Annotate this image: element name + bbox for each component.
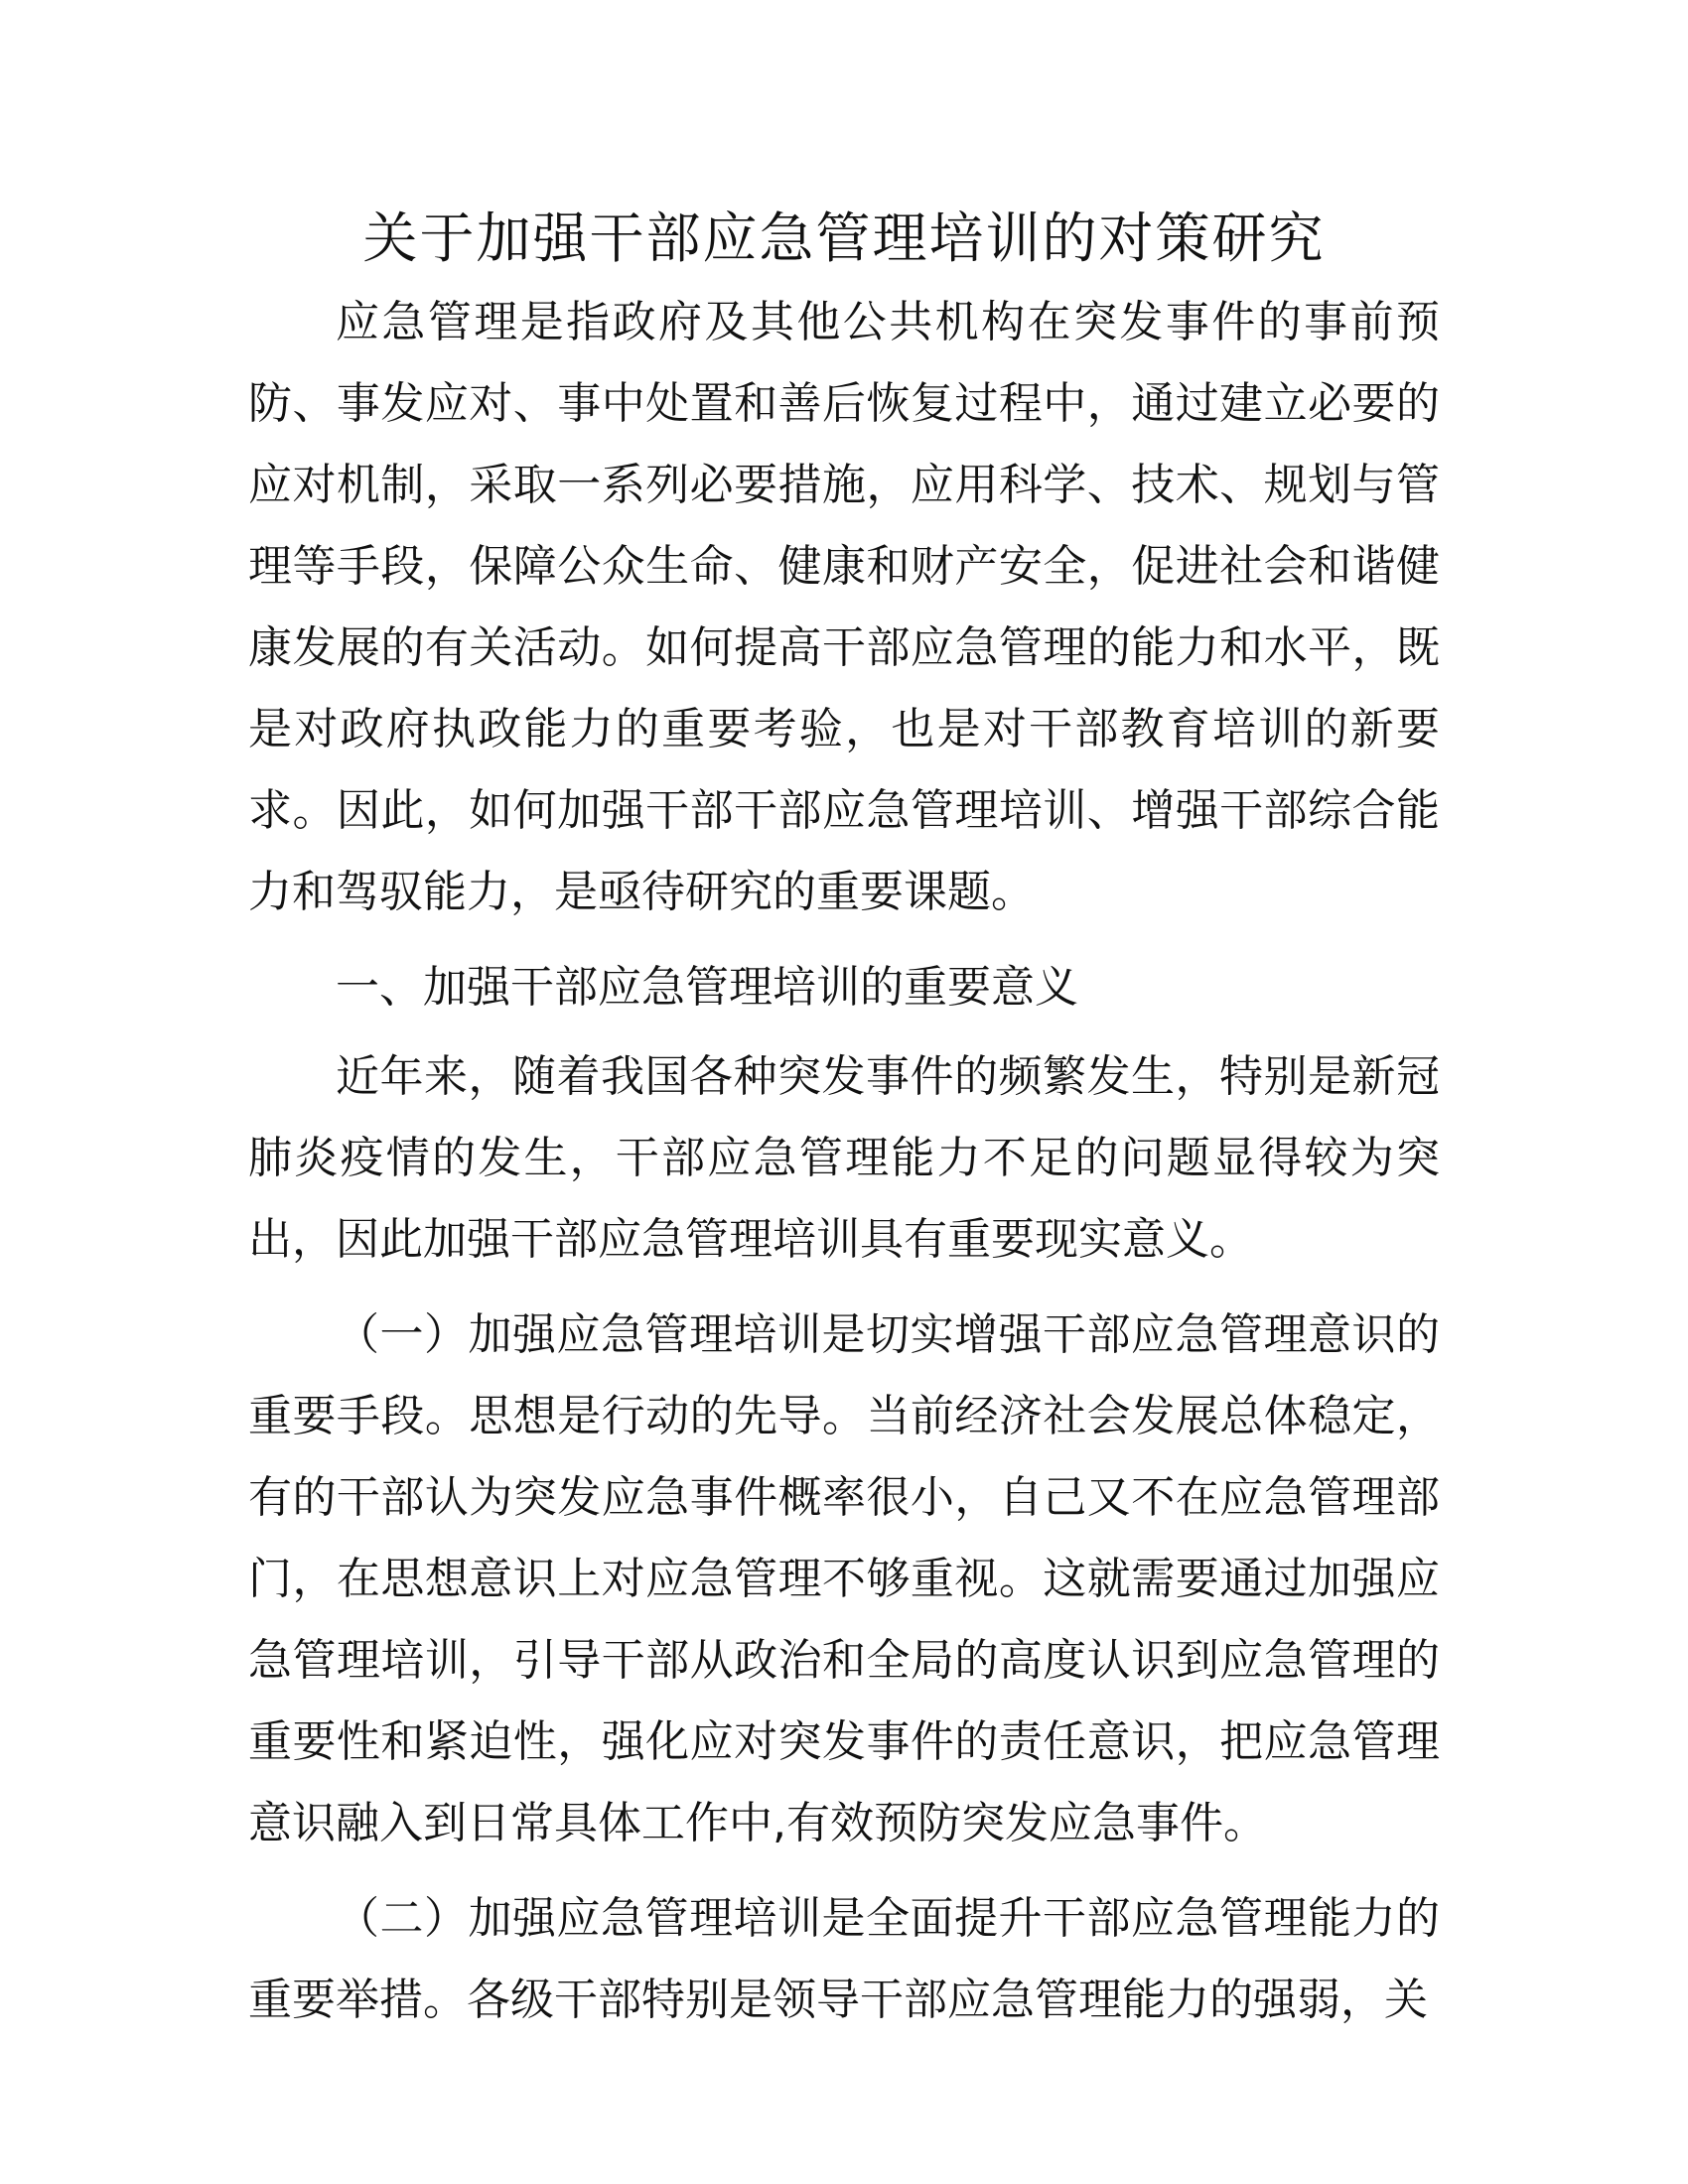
section-heading-1: 一、加强干部应急管理培训的重要意义 xyxy=(336,962,1078,1013)
subsection-1-paragraph: （一）加强应急管理培训是切实增强干部应急管理意识的重要手段。思想是行动的先导。当前经济社会发展总体稳定，有的干部认为突发应急事件概率很小，自己又不在应急管理部门，在思想意识上对应急管理不够重视。这就需要通过加强应急管理培训，引导干部从政治和全局的高度认识到应急管理的重要性和紧迫性，强化应对突发事件的责任意识，把应急管理意识融入到日常具体工作中,有效预防突发应急事件。 xyxy=(248,1309,1440,1848)
section-1-paragraph: 近年来，随着我国各种突发事件的频繁发生，特别是新冠肺炎疫情的发生，干部应急管理能力不足的问题显得较为突出，因此加强干部应急管理培训具有重要现实意义。 xyxy=(248,1051,1440,1265)
intro-paragraph: 应急管理是指政府及其他公共机构在突发事件的事前预防、事发应对、事中处置和善后恢复过程中，通过建立必要的应对机制，采取一系列必要措施，应用科学、技术、规划与管理等手段，保障公众生命、健康和财产安全，促进社会和谐健康发展的有关活动。如何提高干部应急管理的能力和水平，既是对政府执政能力的重要考验，也是对干部教育培训的新要求。因此，如何加强干部干部应急管理培训、增强干部综合能力和驾驭能力，是亟待研究的重要课题。 xyxy=(248,297,1440,917)
document-title: 关于加强干部应急管理培训的对策研究 xyxy=(362,206,1326,270)
subsection-2-paragraph: （二）加强应急管理培训是全面提升干部应急管理能力的重要举措。各级干部特别是领导干部应急管理能力的强弱，关 xyxy=(248,1893,1440,2025)
document-body xyxy=(248,199,1440,2041)
